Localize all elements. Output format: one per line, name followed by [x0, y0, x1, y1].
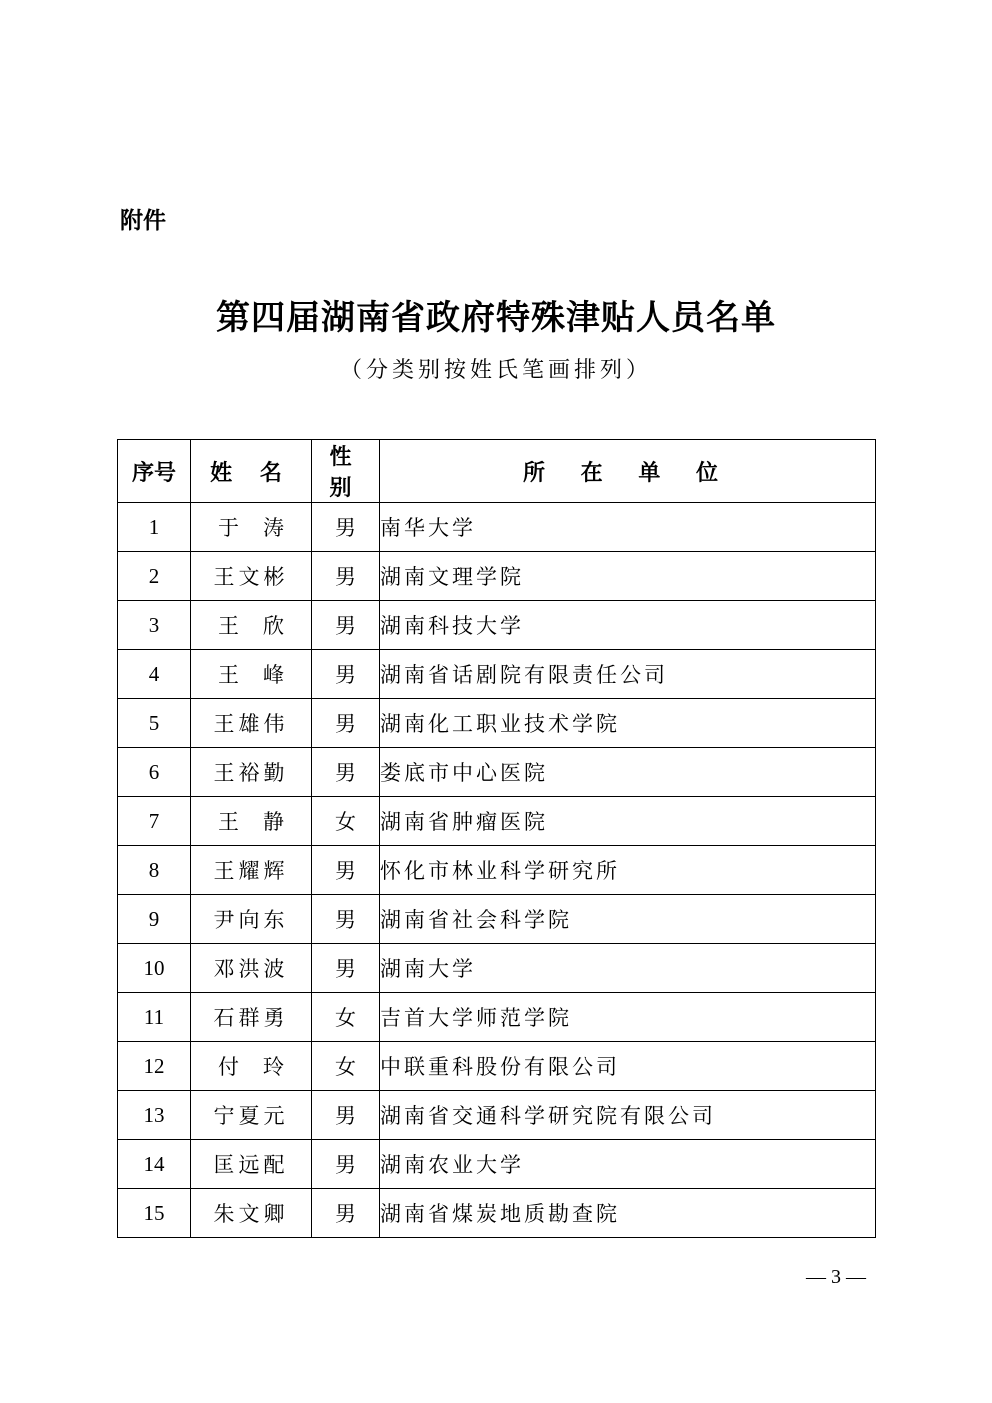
cell-name-text: 王耀辉 [213, 859, 289, 883]
cell-seq: 2 [118, 552, 191, 601]
cell-name-text: 王欣 [218, 614, 284, 638]
table-row [118, 846, 876, 895]
cell-sex: 男 [312, 895, 380, 944]
page-number: — 3 — [806, 1266, 866, 1288]
table-row [118, 650, 876, 699]
table-row [118, 503, 876, 552]
cell-unit: 湖南省话剧院有限责任公司 [380, 650, 876, 699]
cell-sex: 男 [312, 1140, 380, 1189]
cell-sex: 男 [312, 748, 380, 797]
cell-name [191, 846, 312, 895]
cell-unit: 南华大学 [380, 503, 876, 552]
cell-name [191, 1091, 312, 1140]
cell-seq: 1 [118, 503, 191, 552]
cell-unit: 湖南农业大学 [380, 1140, 876, 1189]
cell-unit: 湖南化工职业技术学院 [380, 699, 876, 748]
cell-name-text: 宁夏元 [213, 1104, 289, 1128]
cell-seq: 9 [118, 895, 191, 944]
table-row [118, 601, 876, 650]
cell-sex: 男 [312, 552, 380, 601]
cell-sex: 女 [312, 797, 380, 846]
cell-name-text: 王峰 [218, 663, 284, 687]
cell-name-text: 石群勇 [213, 1006, 289, 1030]
cell-name-text: 匡远配 [213, 1153, 289, 1177]
cell-sex: 男 [312, 503, 380, 552]
cell-name-text: 朱文卿 [213, 1202, 289, 1226]
cell-seq: 8 [118, 846, 191, 895]
cell-sex: 女 [312, 1042, 380, 1091]
cell-unit: 娄底市中心医院 [380, 748, 876, 797]
cell-seq: 11 [118, 993, 191, 1042]
cell-sex: 男 [312, 699, 380, 748]
cell-seq: 4 [118, 650, 191, 699]
document-title: 第四届湖南省政府特殊津贴人员名单 [216, 298, 776, 338]
table-row [118, 993, 876, 1042]
attachment-label: 附件 [120, 208, 166, 234]
cell-unit: 中联重科股份有限公司 [380, 1042, 876, 1091]
cell-unit: 湖南文理学院 [380, 552, 876, 601]
cell-seq: 7 [118, 797, 191, 846]
cell-sex: 男 [312, 650, 380, 699]
cell-name-text: 王裕勤 [213, 761, 289, 785]
table-row [118, 699, 876, 748]
table-header-row [118, 440, 876, 503]
cell-name [191, 748, 312, 797]
cell-unit: 湖南省交通科学研究院有限公司 [380, 1091, 876, 1140]
cell-name [191, 503, 312, 552]
header-seq: 序号 [118, 440, 191, 503]
cell-sex: 男 [312, 601, 380, 650]
cell-sex: 男 [312, 1189, 380, 1238]
cell-name [191, 797, 312, 846]
cell-seq: 13 [118, 1091, 191, 1140]
table-row [118, 895, 876, 944]
cell-seq: 3 [118, 601, 191, 650]
table-row [118, 1042, 876, 1091]
cell-unit: 湖南省社会科学院 [380, 895, 876, 944]
cell-name [191, 1140, 312, 1189]
cell-name [191, 993, 312, 1042]
cell-sex: 男 [312, 1091, 380, 1140]
cell-name [191, 552, 312, 601]
cell-name-text: 王雄伟 [213, 712, 289, 736]
cell-name [191, 699, 312, 748]
roster-table [117, 439, 876, 1238]
cell-unit: 湖南科技大学 [380, 601, 876, 650]
document-subtitle: （分类别按姓氏笔画排列） [339, 358, 652, 383]
cell-name-text: 付玲 [218, 1055, 284, 1079]
cell-seq: 15 [118, 1189, 191, 1238]
cell-sex: 男 [312, 846, 380, 895]
table-row [118, 1189, 876, 1238]
header-name: 姓 名 [191, 440, 312, 503]
cell-name-text: 邓洪波 [213, 957, 289, 981]
cell-name-text: 于涛 [218, 516, 284, 540]
table-row [118, 552, 876, 601]
cell-sex: 男 [312, 944, 380, 993]
cell-name-text: 尹向东 [213, 908, 289, 932]
table-row [118, 1140, 876, 1189]
cell-seq: 5 [118, 699, 191, 748]
cell-unit: 湖南省煤炭地质勘查院 [380, 1189, 876, 1238]
header-unit: 所 在 单 位 [380, 440, 876, 503]
header-sex: 性 别 [312, 440, 380, 503]
cell-seq: 14 [118, 1140, 191, 1189]
cell-name [191, 1189, 312, 1238]
cell-name-text: 王文彬 [213, 565, 289, 589]
cell-seq: 6 [118, 748, 191, 797]
cell-seq: 10 [118, 944, 191, 993]
cell-sex: 女 [312, 993, 380, 1042]
table-row [118, 748, 876, 797]
cell-name-text: 王静 [218, 810, 284, 834]
cell-unit: 湖南大学 [380, 944, 876, 993]
table-row [118, 1091, 876, 1140]
table-row [118, 797, 876, 846]
table-row [118, 944, 876, 993]
cell-name [191, 601, 312, 650]
cell-name [191, 650, 312, 699]
cell-unit: 怀化市林业科学研究所 [380, 846, 876, 895]
cell-name [191, 895, 312, 944]
cell-seq: 12 [118, 1042, 191, 1091]
cell-unit: 吉首大学师范学院 [380, 993, 876, 1042]
roster-body [118, 503, 876, 1238]
cell-unit: 湖南省肿瘤医院 [380, 797, 876, 846]
cell-name [191, 944, 312, 993]
cell-name [191, 1042, 312, 1091]
